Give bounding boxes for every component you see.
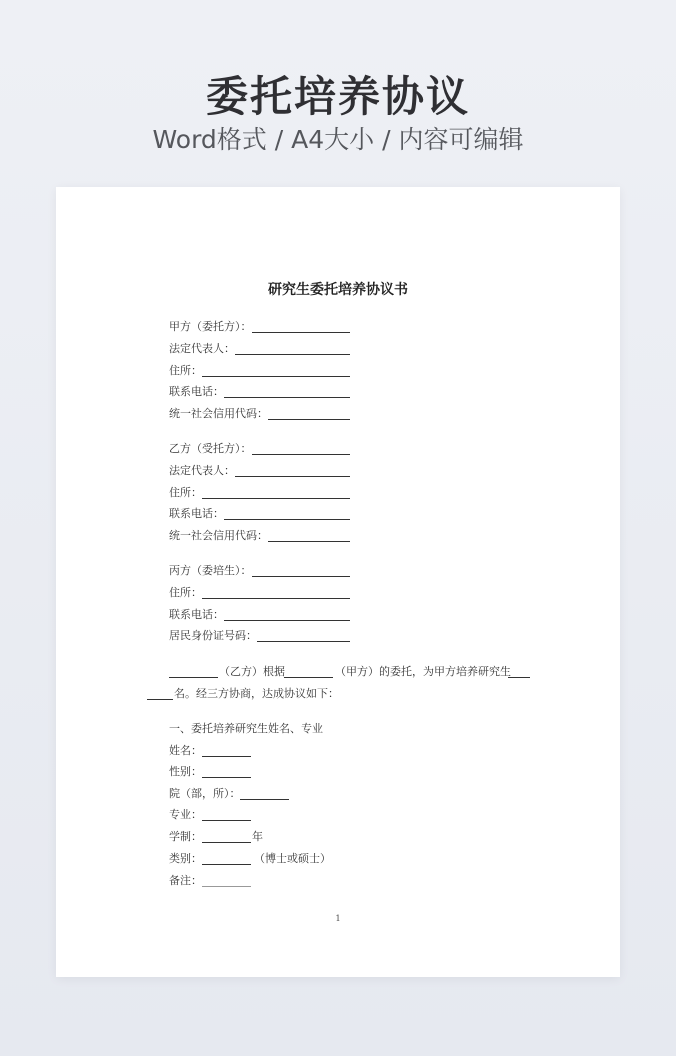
party-c-address-blank[interactable] [202,598,350,599]
party-b-phone-label: 联系电话： [169,507,224,520]
party-c-blank[interactable] [252,576,350,577]
intro-text-3: 名。经三方协商，达成协议如下： [174,687,339,700]
intro-blank-count-b[interactable] [147,699,173,700]
banner-subtitle: Word格式 / A4大小 / 内容可编辑 [152,125,524,154]
student-duration-label: 学制： [169,830,202,843]
party-b-label: 乙方（受托方）： [169,442,252,455]
party-c-label: 丙方（委培生）： [169,564,252,577]
student-remarks-blank[interactable] [202,886,251,887]
banner-title: 委托培养协议 [205,72,470,121]
party-a-blank[interactable] [252,332,350,333]
intro-text-1: （乙方）根据 [219,665,285,678]
party-c-id-label: 居民身份证号码： [169,629,257,642]
party-c-phone-blank[interactable] [224,620,350,621]
party-b-address-label: 住所： [169,486,202,499]
party-b-blank[interactable] [252,454,350,455]
page-number: 1 [335,914,341,923]
intro-text-2: （甲方）的委托，为甲方培养研究生 [335,665,511,678]
party-c-phone-label: 联系电话： [169,608,224,621]
student-category-blank[interactable] [202,864,251,865]
party-a-credit-label: 统一社会信用代码： [169,407,268,420]
party-a-rep-blank[interactable] [235,354,350,355]
document-title: 研究生委托培养协议书 [268,282,408,298]
party-a-phone-blank[interactable] [224,397,350,398]
party-a-address-label: 住所： [169,364,202,377]
party-b-phone-blank[interactable] [224,519,350,520]
student-duration-blank[interactable] [202,842,251,843]
party-b-rep-blank[interactable] [235,476,350,477]
intro-blank-party-b[interactable] [169,677,218,678]
student-name-blank[interactable] [202,756,251,757]
student-major-blank[interactable] [202,820,251,821]
document-page [56,187,620,977]
party-a-credit-blank[interactable] [268,419,350,420]
party-a-rep-label: 法定代表人： [169,342,235,355]
section1-heading: 一、委托培养研究生姓名、专业 [169,722,323,735]
student-institute-label: 院（部，所）： [169,787,241,800]
student-gender-blank[interactable] [202,777,251,778]
student-institute-blank[interactable] [240,799,289,800]
party-b-rep-label: 法定代表人： [169,464,235,477]
party-b-credit-blank[interactable] [268,541,350,542]
student-remarks-label: 备注： [169,874,202,887]
intro-blank-party-a[interactable] [284,677,333,678]
party-a-label: 甲方（委托方）： [169,320,252,333]
student-gender-label: 性别： [169,765,202,778]
student-category-label: 类别： [169,852,202,865]
student-major-label: 专业： [169,808,202,821]
party-c-id-blank[interactable] [257,641,350,642]
party-b-credit-label: 统一社会信用代码： [169,529,268,542]
intro-blank-count-a[interactable] [508,677,530,678]
party-b-address-blank[interactable] [202,498,350,499]
student-duration-unit: 年 [252,830,263,843]
party-c-address-label: 住所： [169,586,202,599]
party-a-phone-label: 联系电话： [169,385,224,398]
party-a-address-blank[interactable] [202,376,350,377]
student-category-note: （博士或硕士） [254,852,331,865]
student-name-label: 姓名： [169,744,202,757]
